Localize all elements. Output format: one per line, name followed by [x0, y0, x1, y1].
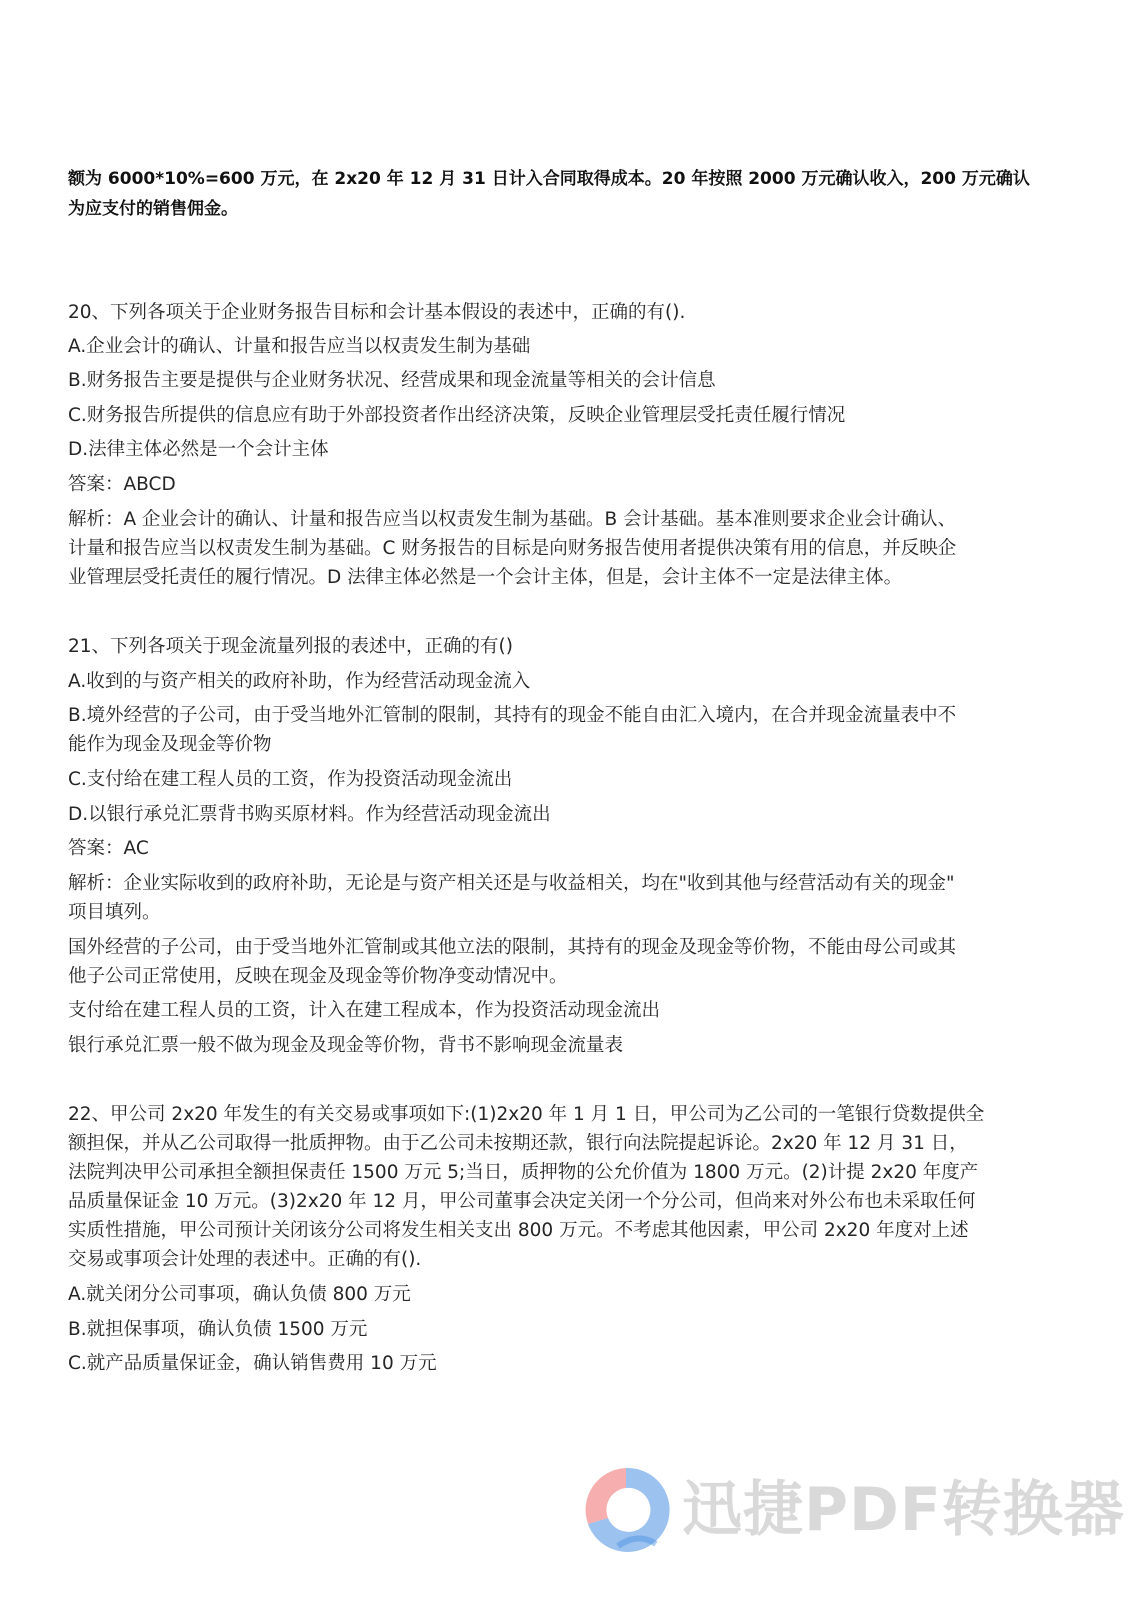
watermark	[578, 1462, 1125, 1572]
q21-analysis-6: 银行承兑汇票一般不做为现金及现金等价物，背书不影响现金流量表	[68, 1035, 624, 1056]
q20-analysis-1: 解析：A 企业会计的确认、计量和报告应当以权责发生制为基础。B 会计基础。基本准则要求企业会计确认、	[68, 509, 957, 530]
q21-option-a: A.收到的与资产相关的政府补助，作为经营活动现金流入	[68, 671, 531, 692]
q22-question-4: 品质量保证金 10 万元。(3)2x20 年 12 月，甲公司董事会决定关闭一个分公司，但尚来对外公布也未采取任何	[68, 1191, 976, 1212]
q22-option-a: A.就关闭分公司事项，确认负债 800 万元	[68, 1284, 411, 1305]
q21-analysis-3: 国外经营的子公司，由于受当地外汇管制或其他立法的限制，其持有的现金及现金等价物，不能由母公司或其	[68, 937, 957, 958]
q21-analysis-5: 支付给在建工程人员的工资，计入在建工程成本，作为投资活动现金流出	[68, 1000, 661, 1021]
watermark-text: 迅捷PDF转换器	[682, 1475, 1125, 1545]
q20-option-c: C.财务报告所提供的信息应有助于外部投资者作出经济决策，反映企业管理层受托责任履行情况	[68, 405, 846, 426]
converter-logo-icon	[578, 1462, 674, 1558]
q20-analysis-3: 业管理层受托责任的履行情况。D 法律主体必然是一个会计主体，但是，会计主体不一定是法律主体。	[68, 567, 903, 588]
q21-answer: 答案：AC	[68, 838, 149, 859]
q22-question-2: 额担保，并从乙公司取得一批质押物。由于乙公司未按期还款，银行向法院提起诉论。2x20 年 12 月 31 日，	[68, 1133, 968, 1154]
q22-question-5: 实质性措施，甲公司预计关闭该分公司将发生相关支出 800 万元。不考虑其他因素，甲公司 2x20 年度对上述	[68, 1220, 969, 1241]
q21-analysis-1: 解析：企业实际收到的政府补助，无论是与资产相关还是与收益相关，均在"收到其他与经营活动有关的现金"	[68, 873, 955, 894]
q22-question-6: 交易或事项会计处理的表述中。正确的有().	[68, 1249, 422, 1270]
q21-analysis-2: 项目填列。	[68, 902, 161, 923]
q22-question-1: 22、甲公司 2x20 年发生的有关交易或事项如下:(1)2x20 年 1 月 1 日，甲公司为乙公司的一笔银行贷数提供全	[68, 1104, 985, 1125]
q21-option-c: C.支付给在建工程人员的工资，作为投资活动现金流出	[68, 769, 513, 790]
q21-option-b-2: 能作为现金及现金等价物	[68, 734, 272, 755]
q22-option-c: C.就产品质量保证金，确认销售费用 10 万元	[68, 1353, 437, 1374]
q20-answer: 答案：ABCD	[68, 474, 176, 495]
q22-option-b: B.就担保事项，确认负债 1500 万元	[68, 1319, 368, 1340]
q21-option-d: D.以银行承兑汇票背书购买原材料。作为经营活动现金流出	[68, 804, 551, 825]
q20-question: 20、下列各项关于企业财务报告目标和会计基本假设的表述中，正确的有().	[68, 302, 686, 323]
q20-option-b: B.财务报告主要是提供与企业财务状况、经营成果和现金流量等相关的会计信息	[68, 370, 716, 391]
intro-line-2: 为应支付的销售佣金。	[68, 199, 238, 219]
q20-analysis-2: 计量和报告应当以权责发生制为基础。C 财务报告的目标是向财务报告使用者提供决策有用的信息，并反映企	[68, 538, 957, 559]
q21-analysis-4: 他子公司正常使用，反映在现金及现金等价物净变动情况中。	[68, 966, 568, 987]
q21-question: 21、下列各项关于现金流量列报的表述中，正确的有()	[68, 636, 513, 657]
q22-question-3: 法院判决甲公司承担全额担保责任 1500 万元 5;当日，质押物的公允价值为 1800 万元。(2)计提 2x20 年度产	[68, 1162, 979, 1183]
q20-option-d: D.法律主体必然是一个会计主体	[68, 439, 329, 460]
q21-option-b-1: B.境外经营的子公司，由于受当地外汇管制的限制，其持有的现金不能自由汇入境内，在合并现金流量表中不	[68, 705, 957, 726]
q20-option-a: A.企业会计的确认、计量和报告应当以权责发生制为基础	[68, 336, 531, 357]
intro-line-1: 额为 6000*10%=600 万元，在 2x20 年 12 月 31 日计入合同取得成本。20 年按照 2000 万元确认收入，200 万元确认	[68, 169, 1030, 189]
